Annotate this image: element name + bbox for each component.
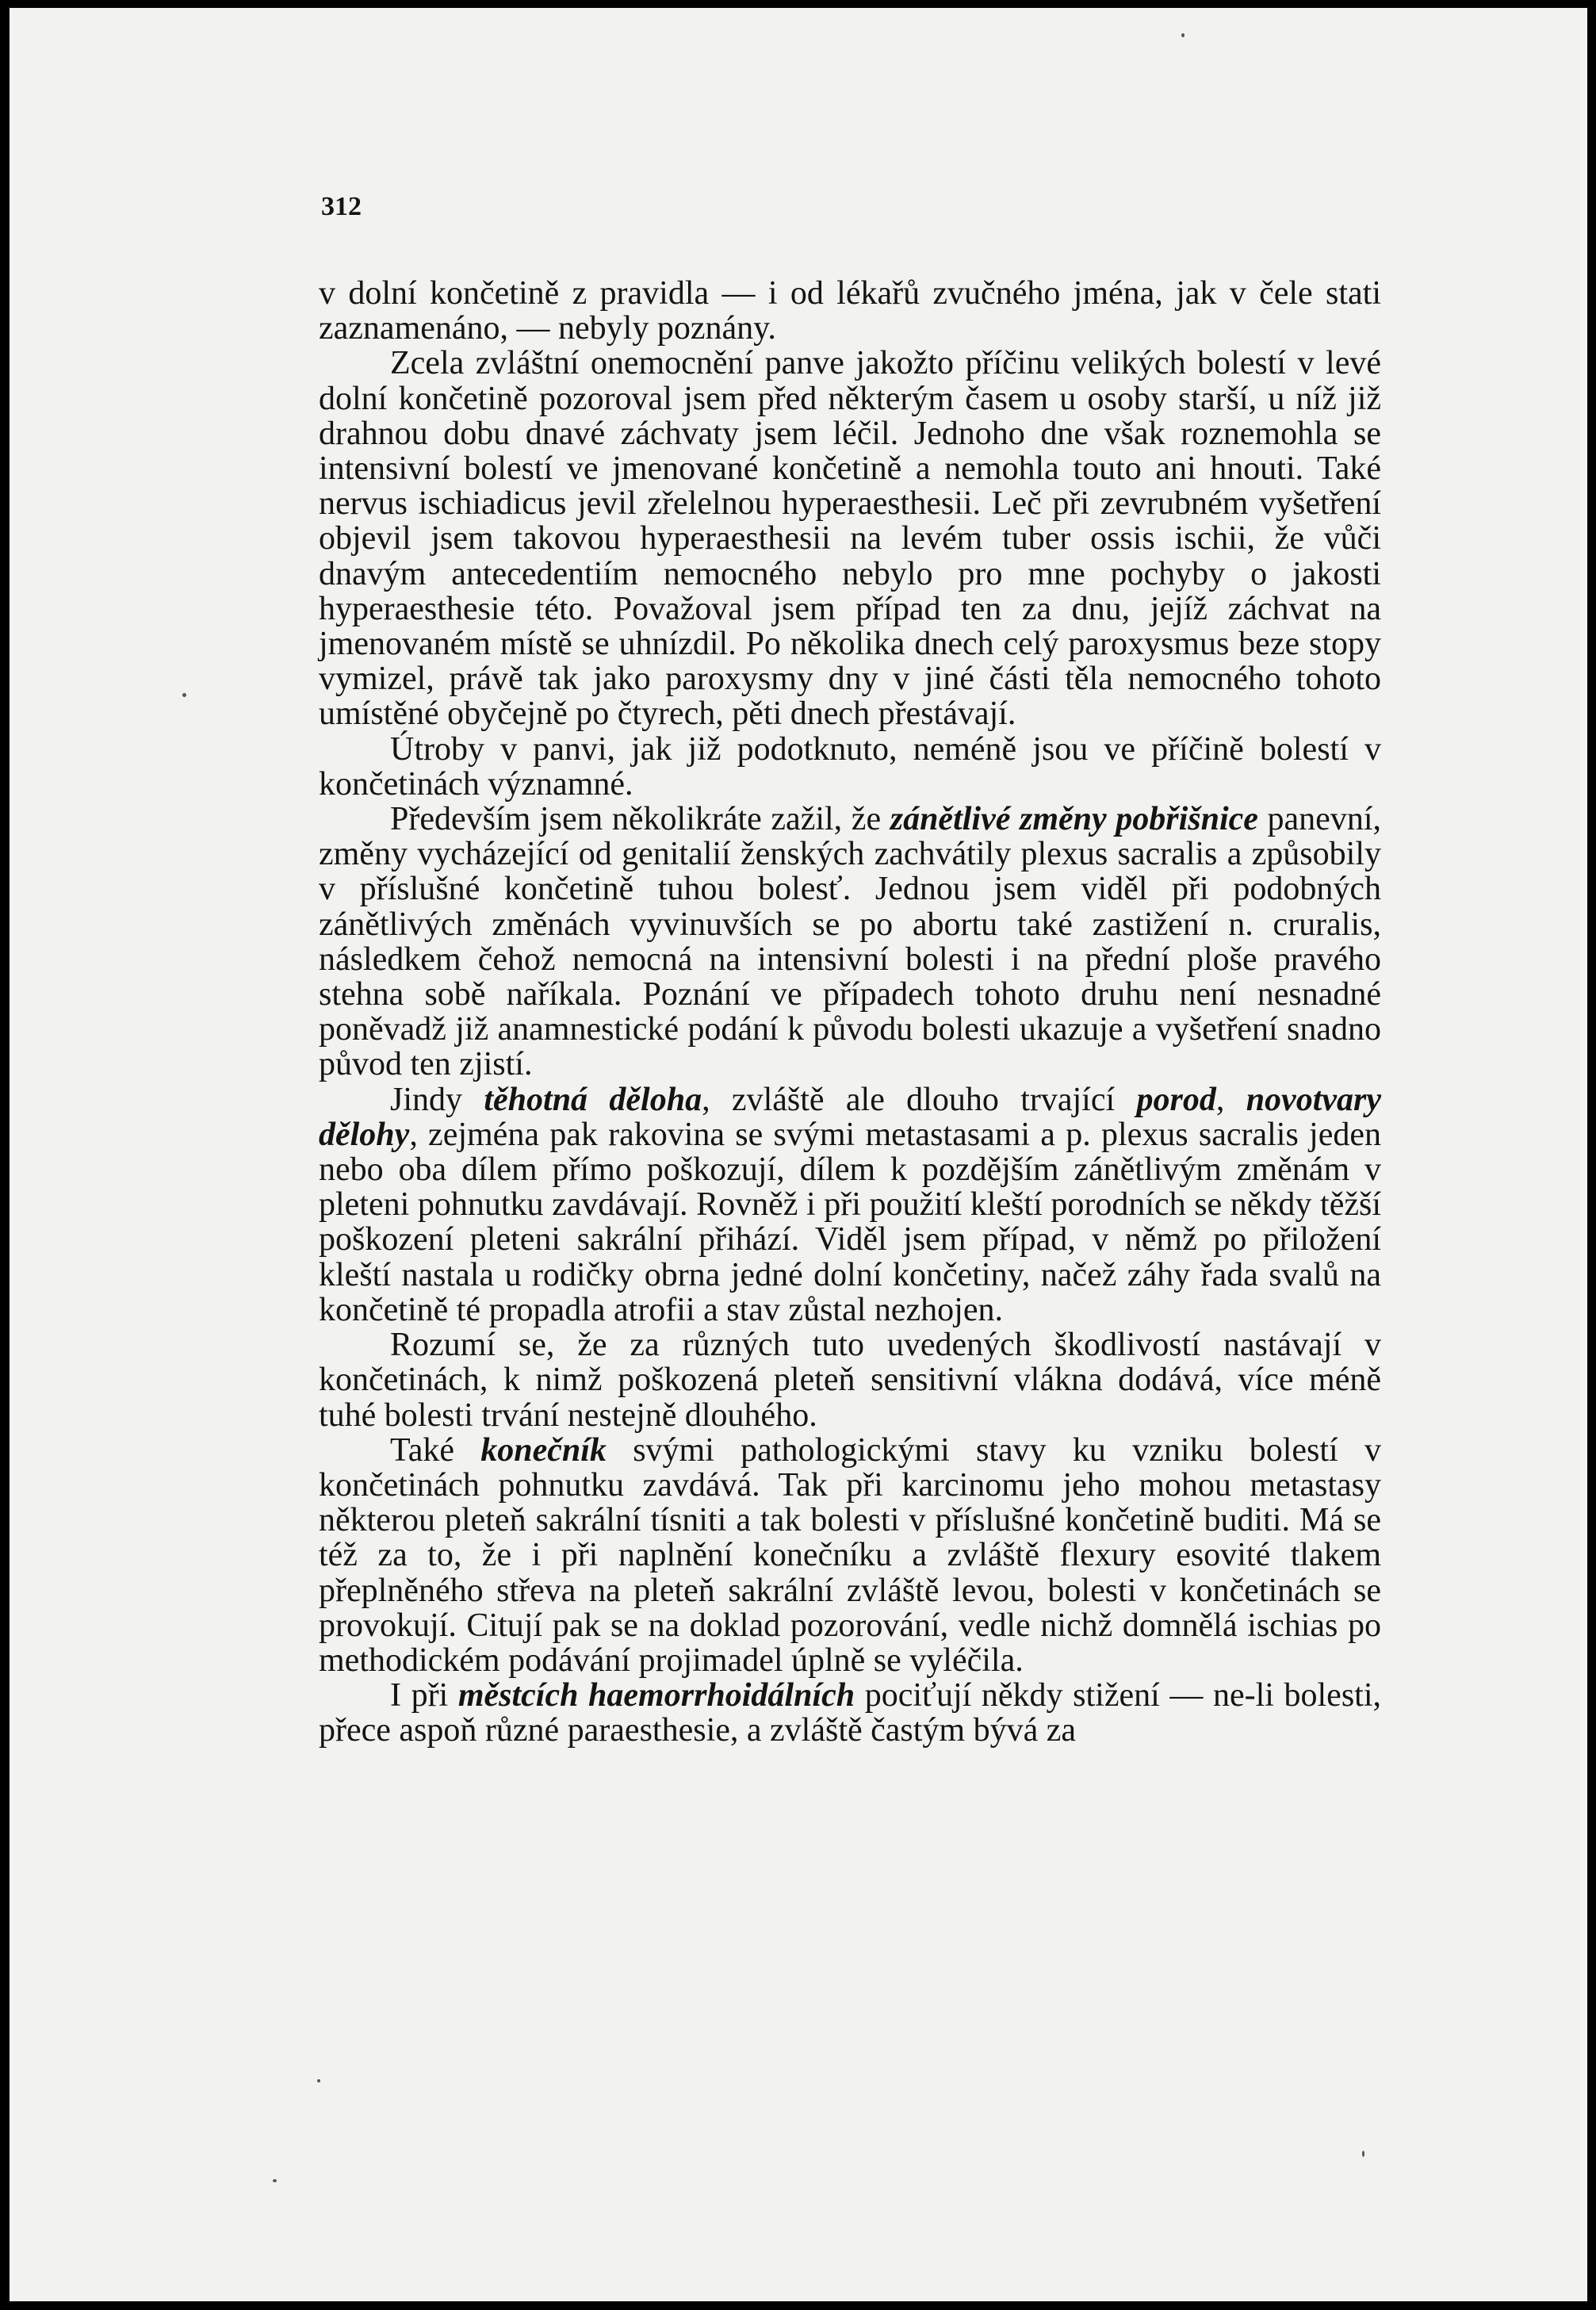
body-text [319,276,1381,1749]
paragraph [319,1082,1381,1327]
text-run: v dolní končetině z pravidla — i od lékařů zvučného jména, jak v čele stati zaznamenáno, — nebyly poznány. [319,275,1381,347]
text-run: , zejména pak rakovina se svými metastasami a p. plexus sacralis jeden nebo oba dílem přímo poškozují, dílem k pozdějším zánětlivým změnám v pleteni pohnutku zavdávají. Rovněž i při použití kleští porodních se někdy těžší poškození pleteni sakrální přihází. Viděl jsem případ, v němž po přiložení kleští nastala u rodičky obrna jedné dolní končetiny, načež záhy řada svalů na končetině té propadla atrofii a stav zůstal nezhojen. [319,1116,1381,1328]
emphasis-text: konečník [480,1431,607,1469]
emphasis-text: porod [1136,1081,1216,1118]
text-run: svými pathologickými stavy ku vzniku bolestí v končetinách pohnutku zavdává. Tak při karcinomu jeho mohou metastasy některou pleteň sakrální tísniti a tak bolesti v příslušné končetině buditi. Má se též za to, že i při naplnění konečníku a zvláště flexury esovité tlakem přeplněného střeva na pleteň sakrální zvláště levou, bolesti v končetinách se provokují. Citují pak se na doklad pozorování, vedle nichž domnělá ischias po methodickém podávání projimadel úplně se vyléčila. [319,1431,1381,1679]
scan-speck [1181,33,1185,37]
page-number: 312 [321,192,362,221]
text-run: panevní, změny vycházející od genitalií ženských zachvátily plexus sacralis a způsobily v příslušné končetině tuhou bolesť. Jednou jsem viděl při podobných zánětlivých změnách vyvinuvších se po abortu také zastižení n. cruralis, následkem čehož nemocná na intensivní bolesti i na přední ploše pravého stehna sobě naříkala. Poznání ve případech tohoto druhu není nesnadné poněvadž již anamnestické podání k původu bolesti ukazuje a vyšetření snadno původ ten zjistí. [319,801,1381,1083]
paragraph [319,1327,1381,1433]
book-page [10,8,1587,2301]
scan-speck [273,2179,277,2182]
paragraph [319,732,1381,802]
scan-speck [1362,2151,1364,2157]
text-run: Především jsem několikráte zažil, že [390,801,890,838]
text-run: , [1215,1081,1246,1118]
text-run: Jindy [390,1081,484,1118]
text-run: pociťují někdy stižení — ne-li bolesti, přece aspoň různé paraesthesie, a zvláště častým bývá za [319,1677,1381,1749]
text-run: Zcela zvláštní onemocnění panve jakožto příčinu velikých bolestí v levé dolní končetině pozoroval jsem před některým časem u osoby starší, u níž již drahnou dobu dnavé záchvaty jsem léčil. Jednoho dne však roznemohla se intensivní bolestí ve jmenované končetině a nemohla touto ani hnouti. Také nervus ischiadicus jevil zřelelnou hyperaesthesii. Leč při zevrubném vyšetření objevil jsem takovou hyperaesthesii na levém tuber ossis ischii, že vůči dnavým antecedentiím nemocného nebylo pro mne pochyby o jakosti hyperaesthesie této. Považoval jsem případ ten za dnu, jejíž záchvat na jmenovaném místě se uhnízdil. Po několika dnech celý paroxysmus beze stopy vymizel, právě tak jako paroxysmy dny v jiné části těla nemocného tohoto umístěné obyčejně po čtyrech, pěti dnech přestávají. [319,345,1381,733]
emphasis-text: městcích haemorrhoidálních [457,1677,855,1714]
text-run: Rozumí se, že za různých tuto uvedených škodlivostí nastávají v končetinách, k nimž poškozená pleteň sensitivní vlákna dodává, více méně tuhé bolesti trvání nestejně dlouhého. [319,1327,1381,1434]
emphasis-text: novotvary dělohy [319,1081,1381,1153]
paragraph [319,1678,1381,1748]
scan-speck [182,693,186,697]
scan-speck [317,2079,320,2082]
text-run: I při [390,1677,458,1714]
text-run: , zvláště ale dlouho trvající [702,1081,1137,1118]
paragraph [319,276,1381,346]
text-run: Také [390,1431,481,1469]
paragraph [319,802,1381,1082]
text-run: Útroby v panvi, jak již podotknuto, neméně jsou ve příčině bolestí v končetinách významné. [319,730,1381,803]
paragraph [319,1433,1381,1678]
emphasis-text: těhotná děloha [484,1081,702,1118]
emphasis-text: zánětlivé změny pobřišnice [890,801,1258,838]
paragraph [319,346,1381,731]
